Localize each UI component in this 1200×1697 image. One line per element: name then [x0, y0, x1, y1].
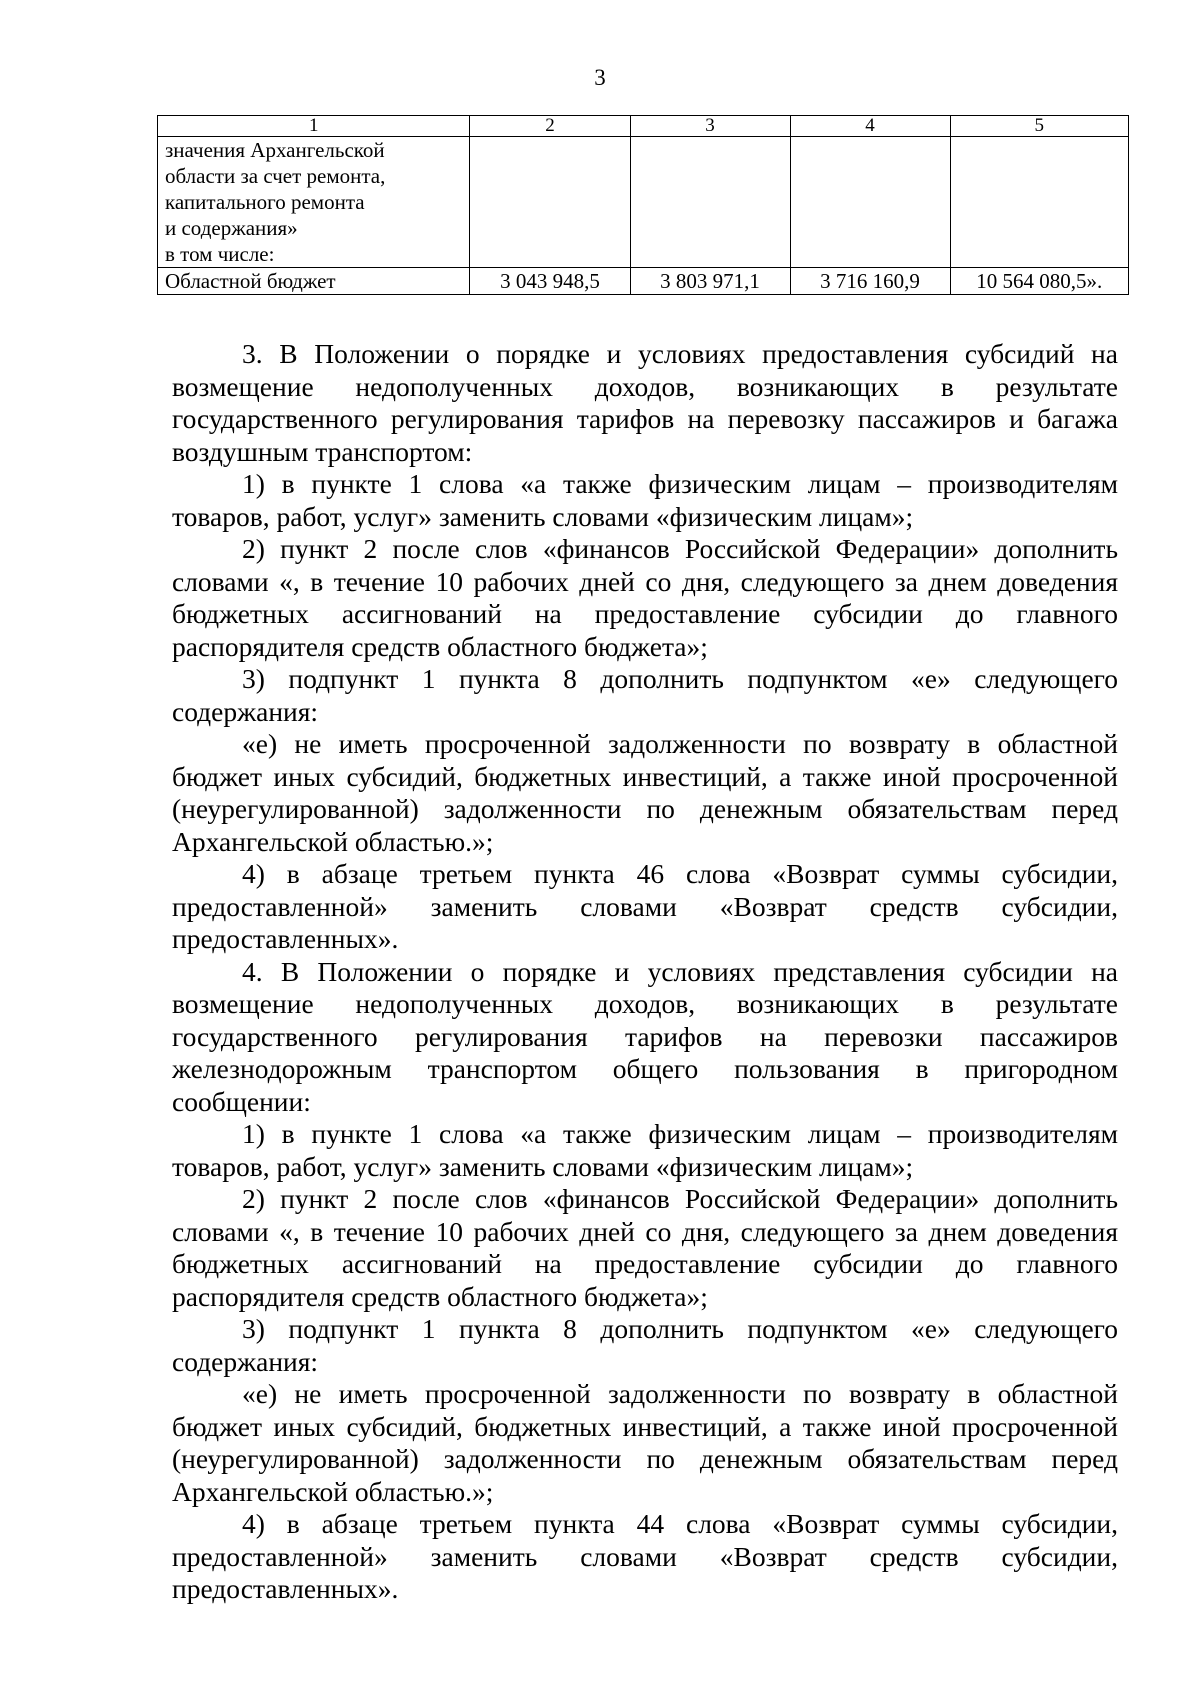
empty-cell [630, 137, 790, 268]
paragraph: «е) не иметь просроченной задолженности по возврату в областной бюджет иных субсидий, бюджетных инвестиций, а также иной просроченной (неурегулированной) задолженности по денежным обязательствам перед Архангельской областью.»; [172, 728, 1118, 857]
description-line: и содержания» [165, 216, 298, 240]
table-row [158, 268, 1129, 295]
paragraph: 2) пункт 2 после слов «финансов Российской Федерации» дополнить словами «, в течение 10 рабочих дней со дня, следующего за днем доведения бюджетных ассигнований на предоставление субсидии до главного распорядителя средств областного бюджета»; [172, 1183, 1118, 1312]
paragraph: «е) не иметь просроченной задолженности по возврату в областной бюджет иных субсидий, бюджетных инвестиций, а также иной просроченной (неурегулированной) задолженности по денежным обязательствам перед Архангельской областью.»; [172, 1378, 1118, 1507]
budget-value-cell: 3 716 160,9 [790, 268, 950, 295]
description-line: значения Архангельской [165, 138, 385, 162]
paragraph: 1) в пункте 1 слова «а также физическим лицам – производителям товаров, работ, услуг» заменить словами «физическим лицам»; [172, 1118, 1118, 1182]
budget-value-cell: 3 803 971,1 [630, 268, 790, 295]
paragraph: 1) в пункте 1 слова «а также физическим лицам – производителям товаров, работ, услуг» заменить словами «физическим лицам»; [172, 468, 1118, 532]
row-description-cell [158, 137, 470, 268]
page-number: 3 [594, 65, 606, 90]
empty-cell [950, 137, 1128, 268]
paragraph: 3. В Положении о порядке и условиях предоставления субсидий на возмещение недополученных доходов, возникающих в результате государственного регулирования тарифов на перевозку пассажиров и багажа воздушным транспортом: [172, 338, 1118, 467]
column-number: 3 [630, 116, 790, 137]
table-header-row [158, 116, 1129, 137]
paragraph: 4. В Положении о порядке и условиях представления субсидии на возмещение недополученных доходов, возникающих в результате государственного регулирования тарифов на перевозки пассажиров железнодорожным транспортом общего пользования в пригородном сообщении: [172, 955, 1118, 1117]
paragraph: 4) в абзаце третьем пункта 46 слова «Возврат суммы субсидии, предоставленной» заменить словами «Возврат средств субсидии, предоставленных». [172, 858, 1118, 954]
column-number: 5 [950, 116, 1128, 137]
empty-cell [790, 137, 950, 268]
budget-label-cell: Областной бюджет [158, 268, 470, 295]
paragraph: 3) подпункт 1 пункта 8 дополнить подпунктом «е» следующего содержания: [172, 1313, 1118, 1377]
empty-cell [470, 137, 630, 268]
description-line: в том числе: [165, 242, 275, 266]
column-number: 4 [790, 116, 950, 137]
document-body [172, 338, 1118, 1606]
column-number: 2 [470, 116, 630, 137]
column-number: 1 [158, 116, 470, 137]
budget-value-cell: 3 043 948,5 [470, 268, 630, 295]
budget-value-cell: 10 564 080,5». [950, 268, 1128, 295]
paragraph: 3) подпункт 1 пункта 8 дополнить подпунктом «е» следующего содержания: [172, 663, 1118, 727]
description-line: области за счет ремонта, [165, 164, 386, 188]
budget-table [157, 115, 1129, 295]
paragraph: 2) пункт 2 после слов «финансов Российской Федерации» дополнить словами «, в течение 10 рабочих дней со дня, следующего за днем доведения бюджетных ассигнований на предоставление субсидии до главного распорядителя средств областного бюджета»; [172, 533, 1118, 662]
table-row [158, 137, 1129, 268]
description-line: капитального ремонта [165, 190, 365, 214]
paragraph: 4) в абзаце третьем пункта 44 слова «Возврат суммы субсидии, предоставленной» заменить словами «Возврат средств субсидии, предоставленных». [172, 1508, 1118, 1604]
